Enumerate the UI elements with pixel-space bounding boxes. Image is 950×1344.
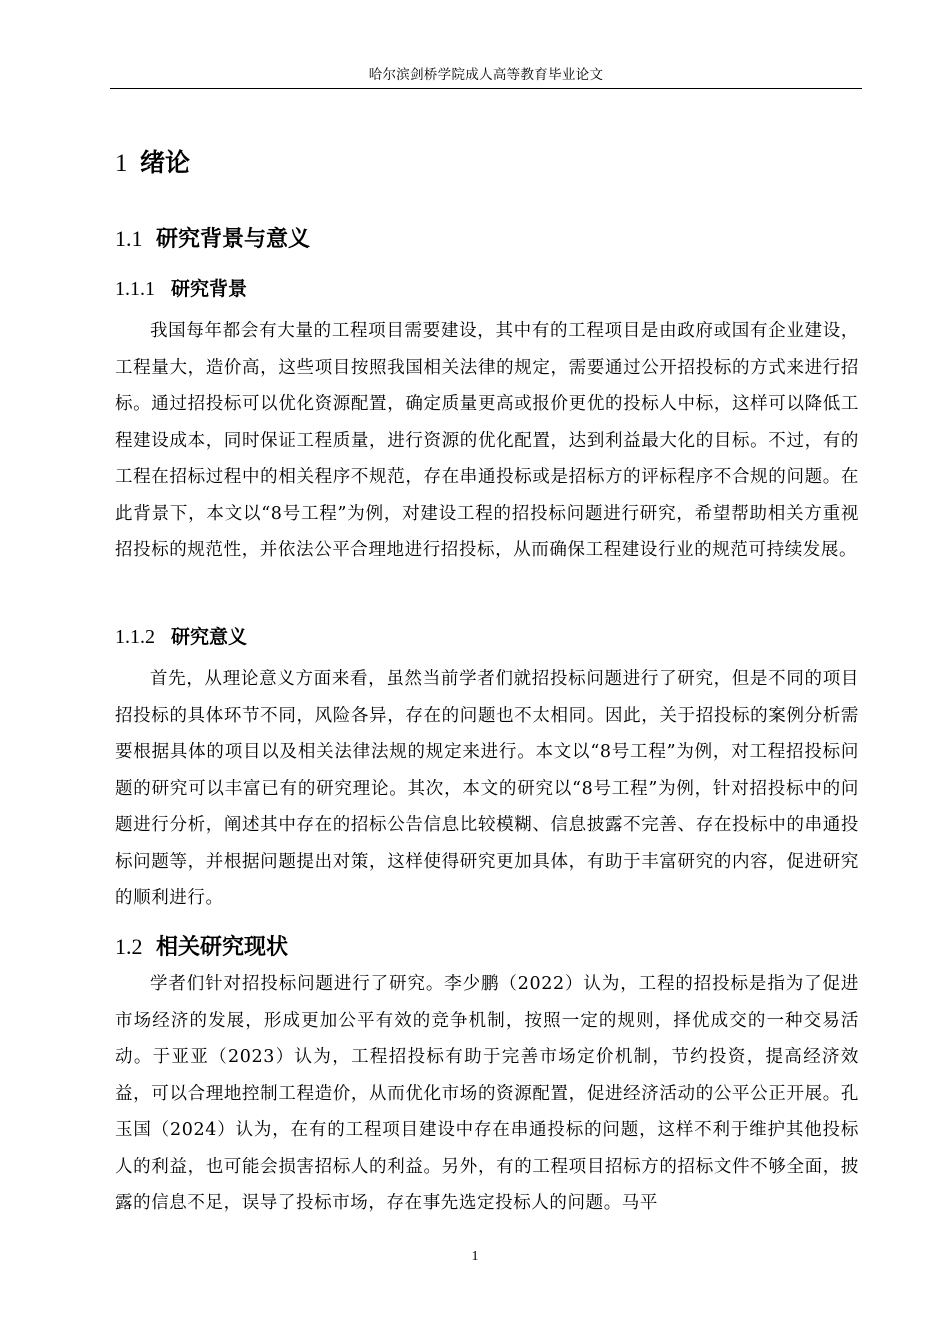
chapter-number: 1 (115, 150, 128, 177)
subsection-title: 研究背景 (171, 278, 248, 300)
section-number: 1.1 (115, 226, 143, 251)
chapter-heading (115, 146, 190, 181)
body-paragraph-research-status: 学者们针对招投标问题进行了研究。李少鹏（2022）认为，工程的招投标是指为了促进市场经济的发展，形成更加公平有效的竞争机制，按照一定的规则，择优成交的一种交易活动。于亚亚（2023）认为，工程招投标有助于完善市场定价机制，节约投资，提高经济效益，可以合理地控制工程造价，从而优化市场的资源配置，促进经济活动的公平公正开展。孔玉国（2024）认为，在有的工程项目建设中存在串通投标的问题，这样不利于维护其他投标人的利益，也可能会损害招标人的利益。另外，有的工程项目招标方的招标文件不够全面，披露的信息不足，误导了投标市场，存在事先选定投标人的问题。马平 (115, 974, 859, 1213)
subsection-heading-1-1-1 (115, 274, 247, 303)
section-title: 相关研究现状 (156, 935, 289, 960)
page-number: 1 (471, 1249, 479, 1264)
chapter-title: 绪论 (140, 148, 191, 177)
subsection-number: 1.1.1 (115, 278, 155, 300)
subsection-heading-1-1-2 (115, 622, 247, 651)
body-paragraph-research-significance: 首先，从理论意义方面来看，虽然当前学者们就招投标问题进行了研究，但是不同的项目招投标的具体环节不同，风险各异，存在的问题也不太相同。因此，关于招投标的案例分析需要根据具体的项目以及相关法律法规的规定来进行。本文以“8号工程”为例，对工程招投标问题的研究可以丰富已有的研究理论。其次，本文的研究以“8号工程”为例，针对招投标中的问题进行分析，阐述其中存在的招标公告信息比较模糊、信息披露不完善、存在投标中的串通投标问题等，并根据问题提出对策，这样使得研究更加具体，有助于丰富研究的内容，促进研究的顺利进行。 (115, 669, 859, 908)
body-paragraph-research-background: 我国每年都会有大量的工程项目需要建设，其中有的工程项目是由政府或国有企业建设，工程量大，造价高，这些项目按照我国相关法律的规定，需要通过公开招投标的方式来进行招标。通过招投标可以优化资源配置，确定质量更高或报价更优的投标人中标，这样可以降低工程建设成本，同时保证工程质量，进行资源的优化配置，达到利益最大化的目标。不过，有的工程在招标过程中的相关程序不规范，存在串通投标或是招标方的评标程序不合规的问题。在此背景下，本文以“8号工程”为例，对建设工程的招投标问题进行研究，希望帮助相关方重视招投标的规范性，并依法公平合理地进行招投标，从而确保工程建设行业的规范可持续发展。 (115, 321, 859, 560)
subsection-title: 研究意义 (171, 626, 248, 648)
section-heading-1-2 (115, 932, 288, 963)
section-heading-1-1 (115, 224, 310, 255)
section-title: 研究背景与意义 (156, 227, 311, 252)
subsection-number: 1.1.2 (115, 626, 155, 648)
running-header: 哈尔滨剑桥学院成人高等教育毕业论文 (368, 67, 604, 83)
header-divider (110, 88, 862, 89)
section-number: 1.2 (115, 934, 143, 959)
